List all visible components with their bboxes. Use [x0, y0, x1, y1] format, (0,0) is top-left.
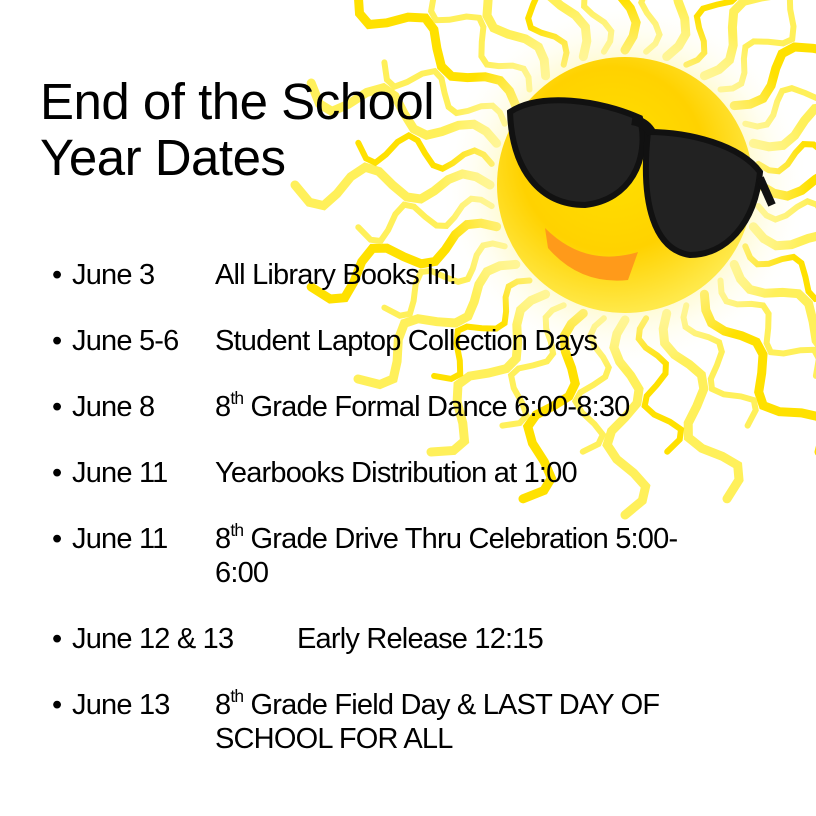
event-date: June 13	[72, 689, 170, 721]
bullet: •	[52, 623, 62, 655]
grade-number: 8	[215, 689, 231, 721]
event-description-text: Grade Formal Dance 6:00-8:30	[243, 391, 630, 423]
event-description-text: Grade Field Day & LAST DAY OF SCHOOL FOR ALL	[215, 689, 660, 755]
title-line-2: Year Dates	[40, 129, 286, 186]
grade-number: 8	[215, 523, 231, 555]
event-date: June 11	[72, 457, 168, 489]
event-description: Yearbooks Distribution at 1:00	[215, 457, 577, 489]
title-line-1: End of the School	[40, 73, 435, 130]
ordinal-suffix: th	[230, 387, 244, 408]
event-date: June 11	[72, 523, 168, 555]
event-description: Early Release 12:15	[297, 623, 543, 655]
ordinal-suffix: th	[230, 519, 244, 540]
bullet: •	[52, 391, 62, 423]
list-item	[52, 685, 755, 756]
ordinal-suffix: th	[230, 685, 244, 706]
list-item	[52, 258, 456, 292]
list-item	[52, 622, 543, 656]
bullet: •	[52, 689, 62, 721]
bullet: •	[52, 523, 62, 555]
list-item	[52, 456, 577, 490]
event-date: June 5-6	[72, 325, 179, 357]
event-description	[215, 519, 705, 590]
event-description	[215, 685, 755, 756]
list-item	[52, 519, 705, 590]
event-description	[215, 387, 630, 424]
event-date: June 3	[72, 259, 155, 291]
list-item	[52, 324, 597, 358]
event-description: Student Laptop Collection Days	[215, 325, 598, 357]
grade-number: 8	[215, 391, 231, 423]
event-description: All Library Books In!	[215, 259, 457, 291]
event-date: June 12 & 13	[72, 623, 234, 655]
event-description-text: Grade Drive Thru Celebration 5:00-6:00	[215, 523, 678, 589]
bullet: •	[52, 259, 62, 291]
bullet: •	[52, 325, 62, 357]
list-item	[52, 387, 630, 424]
bullet: •	[52, 457, 62, 489]
event-date: June 8	[72, 391, 155, 423]
